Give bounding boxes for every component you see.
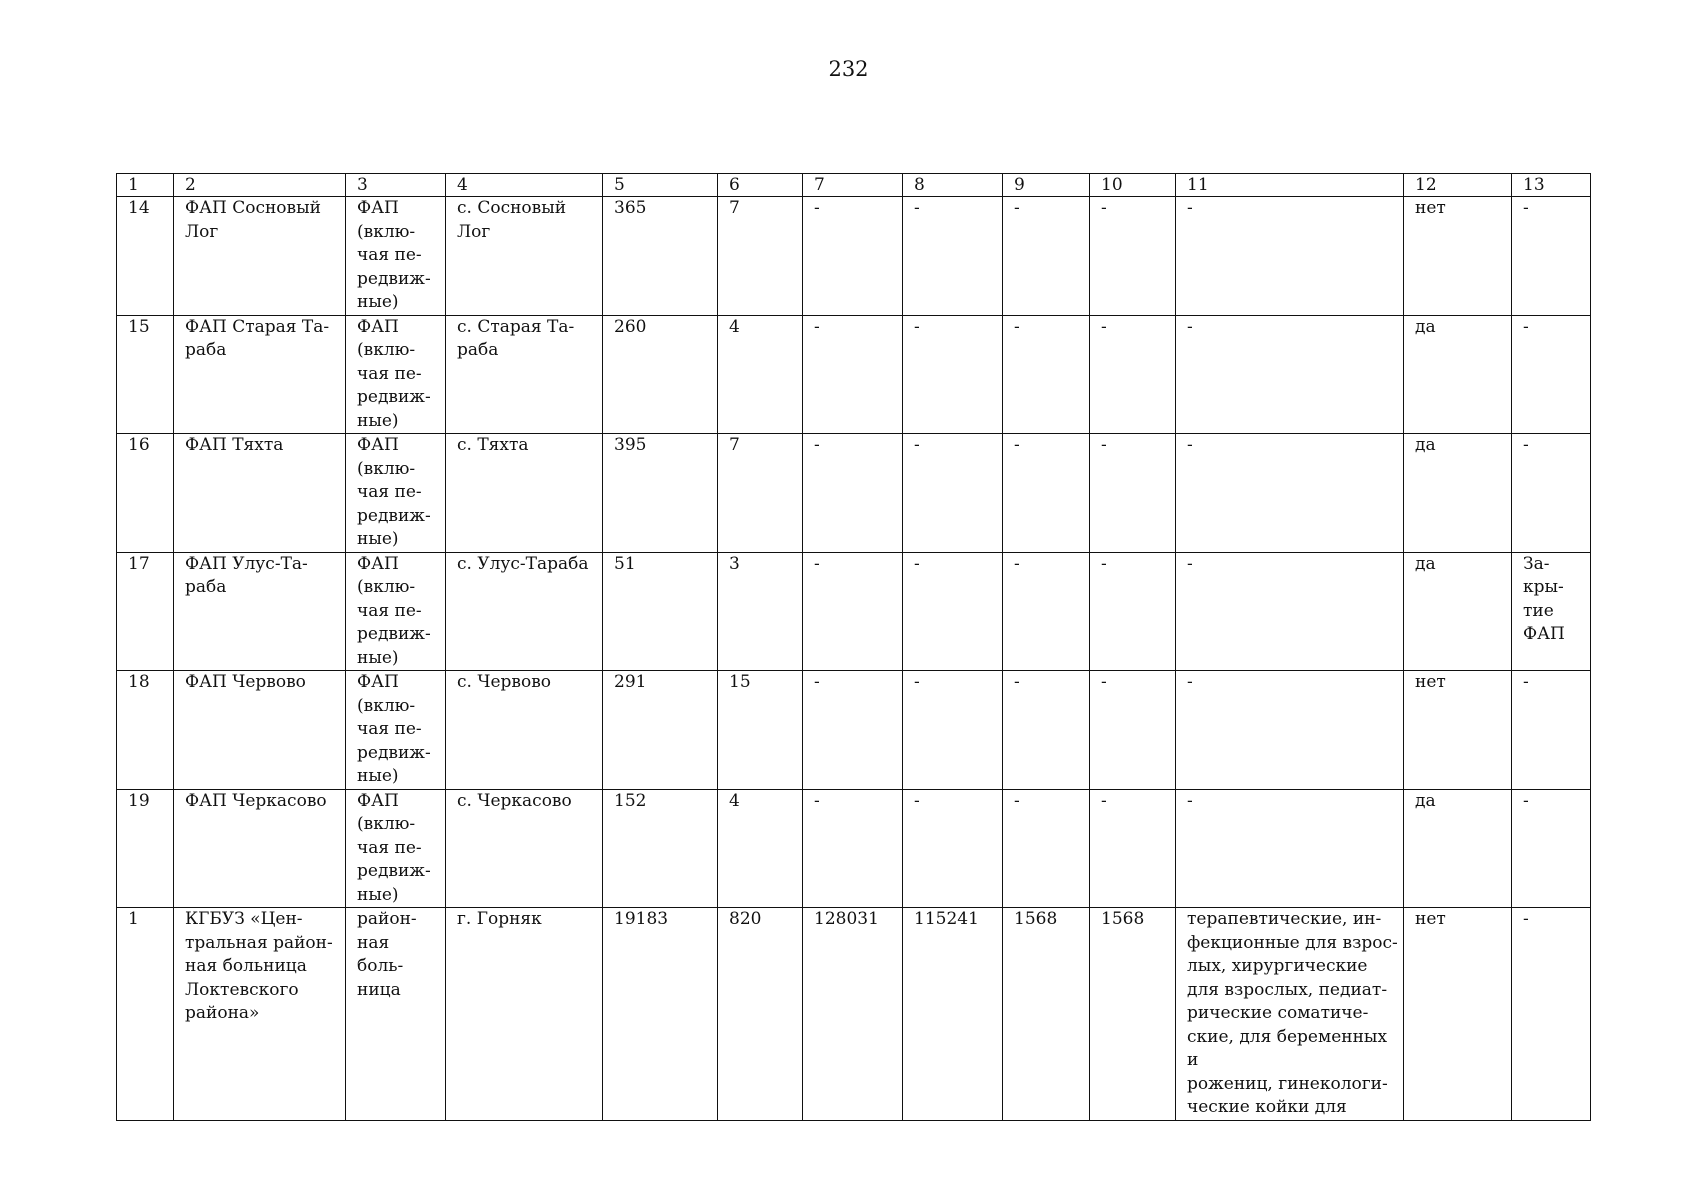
table-cell: -	[1090, 789, 1176, 908]
table-cell: -	[1176, 671, 1404, 790]
header-cell: 5	[603, 174, 718, 197]
table-cell: -	[1090, 315, 1176, 434]
table-cell: нет	[1404, 908, 1512, 1121]
table-cell: 115241	[903, 908, 1003, 1121]
table-cell: -	[903, 552, 1003, 671]
table-cell: -	[803, 197, 903, 316]
table-cell: 365	[603, 197, 718, 316]
table-cell: -	[903, 315, 1003, 434]
header-cell: 10	[1090, 174, 1176, 197]
table-cell: 14	[117, 197, 174, 316]
table-cell: -	[1003, 552, 1090, 671]
table-cell: 4	[718, 315, 803, 434]
table-cell: -	[803, 671, 903, 790]
table-cell: ФАП Тяхта	[174, 434, 346, 553]
table-row	[117, 315, 1591, 434]
table-cell: 16	[117, 434, 174, 553]
table-cell: -	[903, 671, 1003, 790]
table-cell: с. Червово	[446, 671, 603, 790]
table-cell: 4	[718, 789, 803, 908]
header-cell: 13	[1512, 174, 1591, 197]
table-cell: нет	[1404, 671, 1512, 790]
table-cell: ФАП Старая Та- раба	[174, 315, 346, 434]
table-cell: 152	[603, 789, 718, 908]
table-cell: -	[1176, 315, 1404, 434]
table-cell: 51	[603, 552, 718, 671]
table-cell: с. Сосновый Лог	[446, 197, 603, 316]
table-cell: с. Тяхта	[446, 434, 603, 553]
header-cell: 11	[1176, 174, 1404, 197]
table-cell: -	[1176, 197, 1404, 316]
table-row	[117, 434, 1591, 553]
table-cell: 19183	[603, 908, 718, 1121]
table-cell: -	[903, 197, 1003, 316]
table-cell: -	[1176, 789, 1404, 908]
table-cell: ФАП (вклю- чая пе- редвиж- ные)	[346, 552, 446, 671]
table-cell: с. Старая Та- раба	[446, 315, 603, 434]
table-cell: -	[903, 789, 1003, 908]
table-body	[117, 174, 1591, 1121]
table-cell: г. Горняк	[446, 908, 603, 1121]
table-cell: 15	[117, 315, 174, 434]
table-cell: 3	[718, 552, 803, 671]
table-cell: -	[1090, 671, 1176, 790]
table-cell: терапевтические, ин- фекционные для взрос- лых, хирургические для взрослых, педиат- рические соматиче- ские, для беременных и рожениц, гинекологи- ческие койки для	[1176, 908, 1404, 1121]
table-row	[117, 908, 1591, 1121]
table-cell: -	[1090, 197, 1176, 316]
table-cell: ФАП (вклю- чая пе- редвиж- ные)	[346, 197, 446, 316]
table-cell: нет	[1404, 197, 1512, 316]
table-cell: -	[1512, 434, 1591, 553]
table-cell: За- кры- тие ФАП	[1512, 552, 1591, 671]
table-cell: -	[1090, 434, 1176, 553]
table-cell: -	[1003, 315, 1090, 434]
page-number: 232	[828, 57, 869, 81]
table-cell: ФАП Улус-Та- раба	[174, 552, 346, 671]
table-cell: с. Улус-Тараба	[446, 552, 603, 671]
table-row	[117, 197, 1591, 316]
header-cell: 4	[446, 174, 603, 197]
table-cell: -	[1003, 671, 1090, 790]
header-cell: 1	[117, 174, 174, 197]
header-cell: 12	[1404, 174, 1512, 197]
table-cell: -	[1512, 197, 1591, 316]
header-cell: 9	[1003, 174, 1090, 197]
facilities-table	[116, 173, 1591, 1121]
table-cell: -	[803, 789, 903, 908]
table-cell: -	[1176, 552, 1404, 671]
table-cell: -	[1003, 434, 1090, 553]
table-cell: -	[1512, 671, 1591, 790]
header-cell: 6	[718, 174, 803, 197]
table-cell: 7	[718, 434, 803, 553]
table-cell: -	[903, 434, 1003, 553]
table-cell: ФАП Сосновый Лог	[174, 197, 346, 316]
table-cell: -	[803, 315, 903, 434]
table-cell: да	[1404, 315, 1512, 434]
table-cell: ФАП (вклю- чая пе- редвиж- ные)	[346, 671, 446, 790]
table-cell: 18	[117, 671, 174, 790]
table-cell: да	[1404, 552, 1512, 671]
table-cell: ФАП (вклю- чая пе- редвиж- ные)	[346, 789, 446, 908]
header-cell: 7	[803, 174, 903, 197]
table-cell: 7	[718, 197, 803, 316]
table-cell: 15	[718, 671, 803, 790]
table-cell: ФАП Черкасово	[174, 789, 346, 908]
table-row	[117, 789, 1591, 908]
table-cell: 1568	[1090, 908, 1176, 1121]
table-cell: -	[803, 552, 903, 671]
table-cell: 260	[603, 315, 718, 434]
header-cell: 2	[174, 174, 346, 197]
table-cell: -	[1176, 434, 1404, 553]
table-cell: -	[1090, 552, 1176, 671]
table-cell: 128031	[803, 908, 903, 1121]
table-row	[117, 671, 1591, 790]
table-cell: ФАП (вклю- чая пе- редвиж- ные)	[346, 434, 446, 553]
table-cell: -	[1003, 197, 1090, 316]
table-cell: -	[1003, 789, 1090, 908]
table-cell: 291	[603, 671, 718, 790]
table-row	[117, 552, 1591, 671]
table-cell: -	[1512, 315, 1591, 434]
table-cell: 1	[117, 908, 174, 1121]
table-cell: -	[1512, 908, 1591, 1121]
table-cell: ФАП Червово	[174, 671, 346, 790]
table-cell: район- ная боль- ница	[346, 908, 446, 1121]
table-cell: да	[1404, 434, 1512, 553]
table-cell: с. Черкасово	[446, 789, 603, 908]
header-cell: 8	[903, 174, 1003, 197]
table-cell: да	[1404, 789, 1512, 908]
table-cell: -	[1512, 789, 1591, 908]
table-cell: 820	[718, 908, 803, 1121]
table-cell: -	[803, 434, 903, 553]
header-cell: 3	[346, 174, 446, 197]
table-cell: 17	[117, 552, 174, 671]
table-cell: 1568	[1003, 908, 1090, 1121]
table-cell: КГБУЗ «Цен- тральная район- ная больница Локтевского района»	[174, 908, 346, 1121]
header-row	[117, 174, 1591, 197]
table-cell: 395	[603, 434, 718, 553]
table-cell: 19	[117, 789, 174, 908]
table-cell: ФАП (вклю- чая пе- редвиж- ные)	[346, 315, 446, 434]
